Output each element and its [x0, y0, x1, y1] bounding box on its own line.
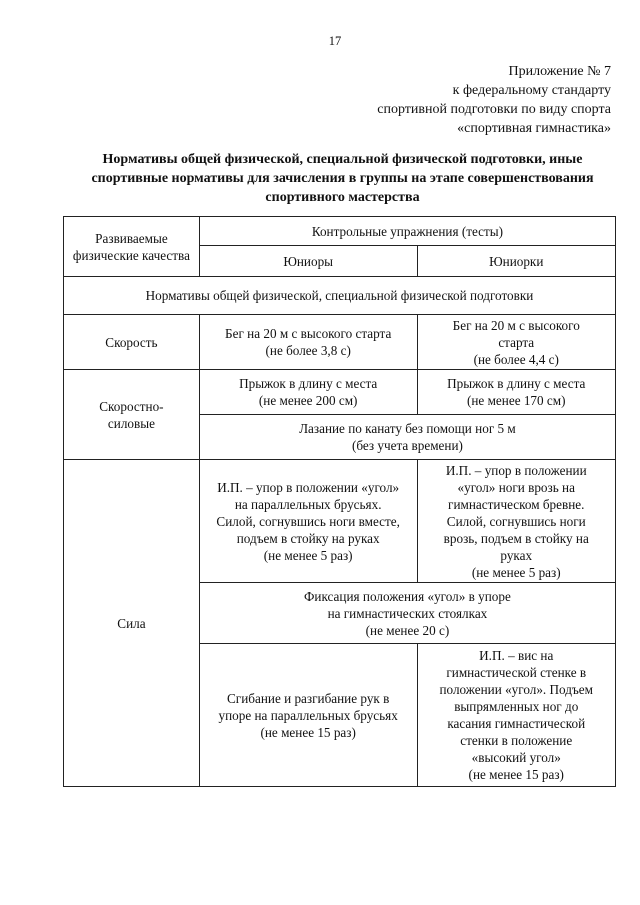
header-juniors-male: Юниоры — [199, 246, 417, 277]
speed-male-norm: Бег на 20 м с высокого старта (не более 3,8 с) — [199, 315, 417, 370]
rope-climb-norm: Лазание по канату без помощи ног 5 м (без учета времени) — [199, 415, 615, 460]
jump-male-norm: Прыжок в длину с места (не менее 200 см) — [199, 370, 417, 415]
appendix-block — [377, 62, 611, 138]
leg-raise-female-norm: И.П. – вис на гимнастической стенке в положении «угол». Подъем выпрямленных ног до касания гимнастической стенки в положение «высокий угол» (не менее 15 раз) — [417, 644, 616, 787]
quality-speed: Скорость — [64, 315, 200, 370]
dips-male-norm: Сгибание и разгибание рук в упоре на параллельных брусьях (не менее 15 раз) — [199, 644, 417, 787]
quality-strength: Сила — [64, 460, 200, 787]
jump-female-norm: Прыжок в длину с места (не менее 170 см) — [417, 370, 616, 415]
appendix-line: Приложение № 7 — [508, 64, 611, 79]
quality-speed-strength: Скоростно- силовые — [64, 370, 200, 460]
appendix-line: к федеральному стандарту — [452, 83, 611, 98]
handstand-male-norm: И.П. – упор в положении «угол» на параллельных брусьях. Силой, согнувшись ноги вместе, подъем в стойку на руках (не менее 5 раз) — [199, 460, 417, 583]
section-title: Нормативы общей физической, специальной физической подготовки — [64, 277, 616, 315]
title-line: спортивного мастерства — [265, 190, 420, 205]
title-line: Нормативы общей физической, специальной физической подготовки, иные — [102, 152, 583, 167]
header-juniors-female: Юниорки — [417, 246, 616, 277]
appendix-line: спортивной подготовки по виду спорта — [377, 102, 611, 117]
norms-table — [63, 216, 616, 787]
appendix-line: «спортивная гимнастика» — [457, 121, 611, 136]
document-title — [40, 150, 640, 207]
handstand-female-norm: И.П. – упор в положении «угол» ноги врозь на гимнастическом бревне. Силой, согнувшись ноги врозь, подъем в стойку на руках (не менее 5 раз) — [417, 460, 616, 583]
header-tests: Контрольные упражнения (тесты) — [199, 217, 615, 246]
header-qualities: Развиваемые физические качества — [64, 217, 200, 277]
title-line: спортивные нормативы для зачисления в группы на этапе совершенствования — [91, 171, 594, 186]
page-number: 17 — [328, 34, 342, 48]
speed-female-norm: Бег на 20 м с высокого старта (не более 4,4 с) — [417, 315, 616, 370]
l-sit-hold-norm: Фиксация положения «угол» в упоре на гимнастических стоялках (не менее 20 с) — [199, 583, 615, 644]
